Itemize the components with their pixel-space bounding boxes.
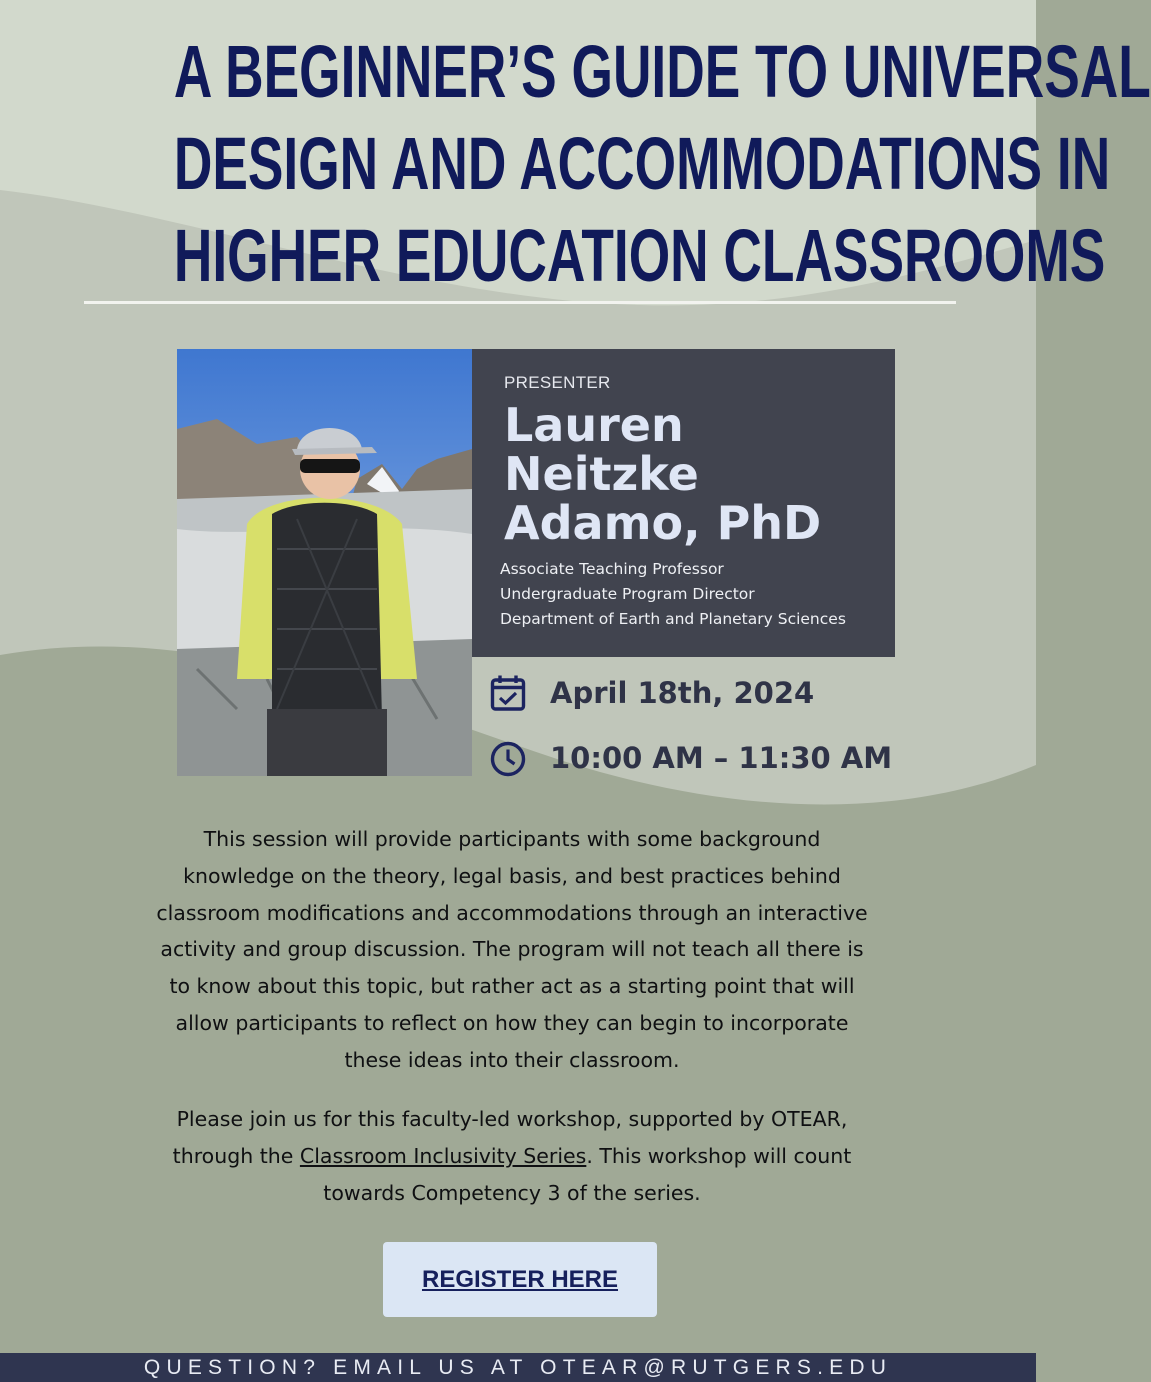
presenter-name (504, 398, 822, 550)
invite-line-suffix: . This workshop will count (586, 1143, 852, 1168)
calendar-check-icon (490, 674, 526, 712)
presenter-title: Undergraduate Program Director (500, 585, 755, 603)
description-line: This session will provide participants with some background (203, 827, 821, 851)
event-time-text: 10:00 AM – 11:30 AM (550, 741, 893, 775)
invite-line: Please join us for this faculty-led workshop, supported by OTEAR, (176, 1107, 848, 1131)
title-divider (84, 301, 956, 304)
presenter-name-line: Neitzke (504, 447, 699, 501)
description-line: knowledge on the theory, legal basis, and best practices behind (183, 863, 841, 888)
workshop-invite (120, 1101, 904, 1211)
footer-email-text[interactable]: QUESTION? EMAIL US AT OTEAR@RUTGERS.EDU (143, 1356, 893, 1379)
invite-line-prefix: through the (172, 1143, 300, 1168)
invite-line: towards Competency 3 of the series. (323, 1180, 701, 1205)
presenter-title: Department of Earth and Planetary Sciences (500, 610, 846, 628)
footer-contact (0, 1353, 1036, 1382)
description-line: activity and group discussion. The program will not teach all there is (160, 937, 864, 962)
description-line: allow participants to reflect on how they can begin to incorporate (175, 1010, 849, 1035)
event-time (490, 738, 893, 778)
presenter-name-line: Lauren (504, 398, 684, 452)
series-link[interactable]: Classroom Inclusivity Series (299, 1143, 587, 1168)
title-line: DESIGN AND ACCOMMODATIONS IN (173, 122, 1111, 205)
description-line: these ideas into their classroom. (344, 1047, 680, 1072)
presenter-label: PRESENTER (504, 373, 611, 392)
session-description (120, 821, 904, 1079)
page-title (173, 26, 1151, 302)
event-date-text: April 18th, 2024 (550, 676, 815, 710)
presenter-title: Associate Teaching Professor (500, 560, 724, 578)
description-line: classroom modifications and accommodations through an interactive (156, 900, 868, 925)
presenter-card (472, 349, 895, 657)
description-line: to know about this topic, but rather act as a starting point that will (169, 974, 855, 999)
presenter-name-line: Adamo, PhD (504, 496, 822, 550)
title-line: HIGHER EDUCATION CLASSROOMS (173, 214, 1106, 297)
clock-icon (490, 739, 526, 777)
register-button[interactable]: REGISTER HERE (383, 1242, 657, 1317)
title-line: A BEGINNER’S GUIDE TO UNIVERSAL (173, 30, 1151, 113)
presenter-titles (500, 557, 846, 632)
presenter-photo (177, 349, 472, 776)
event-date (490, 673, 815, 713)
